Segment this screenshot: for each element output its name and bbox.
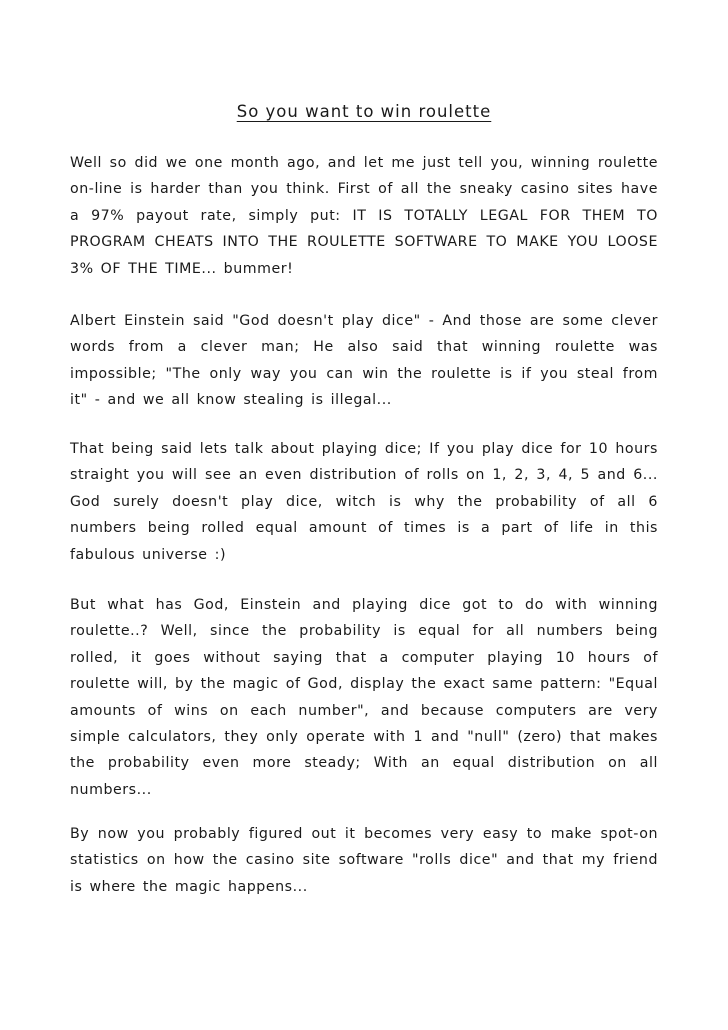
paragraph-dice: That being said lets talk about playing dice; If you play dice for 10 hours straight you will see an even distribution of rolls on 1, 2, 3, 4, 5 and 6... God surely doesn't play dice, witch is why the probability of all 6 numbers being rolled equal amount of times is a part of life in this fabulous universe :) [70,441,658,563]
document-title-text: So you want to win roulette [236,102,492,121]
paragraph-statistics: By now you probably figured out it becomes very easy to make spot-on statistics on how the casino site software "rolls dice" and that my friend is where the magic happens... [70,826,658,895]
paragraph-roulette-probability: But what has God, Einstein and playing dice got to do with winning roulette..? Well, since the probability is equal for all numbers being rolled, it goes without saying that a computer playing 10 hours of roulette will, by the magic of God, display the exact same pattern: "Equal amounts of wins on each number", and because computers are very simple calculators, they only operate with 1 and "null" (zero) that makes the probability even more steady; With an equal distribution on all numbers... [70,597,658,798]
document-title [0,98,728,126]
paragraph-einstein: Albert Einstein said "God doesn't play dice" - And those are some clever words from a clever man; He also said that winning roulette was impossible; "The only way you can win the roulette is if you steal from it" - and we all know stealing is illegal... [70,313,658,409]
paragraph-intro: Well so did we one month ago, and let me just tell you, winning roulette on-line is harder than you think. First of all the sneaky casino sites have a 97% payout rate, simply put: IT IS TOTALLY LEGAL FOR THEM TO PROGRAM CHEATS INTO THE ROULETTE SOFTWARE TO MAKE YOU LOOSE 3% OF THE TIME... bummer! [70,155,658,277]
